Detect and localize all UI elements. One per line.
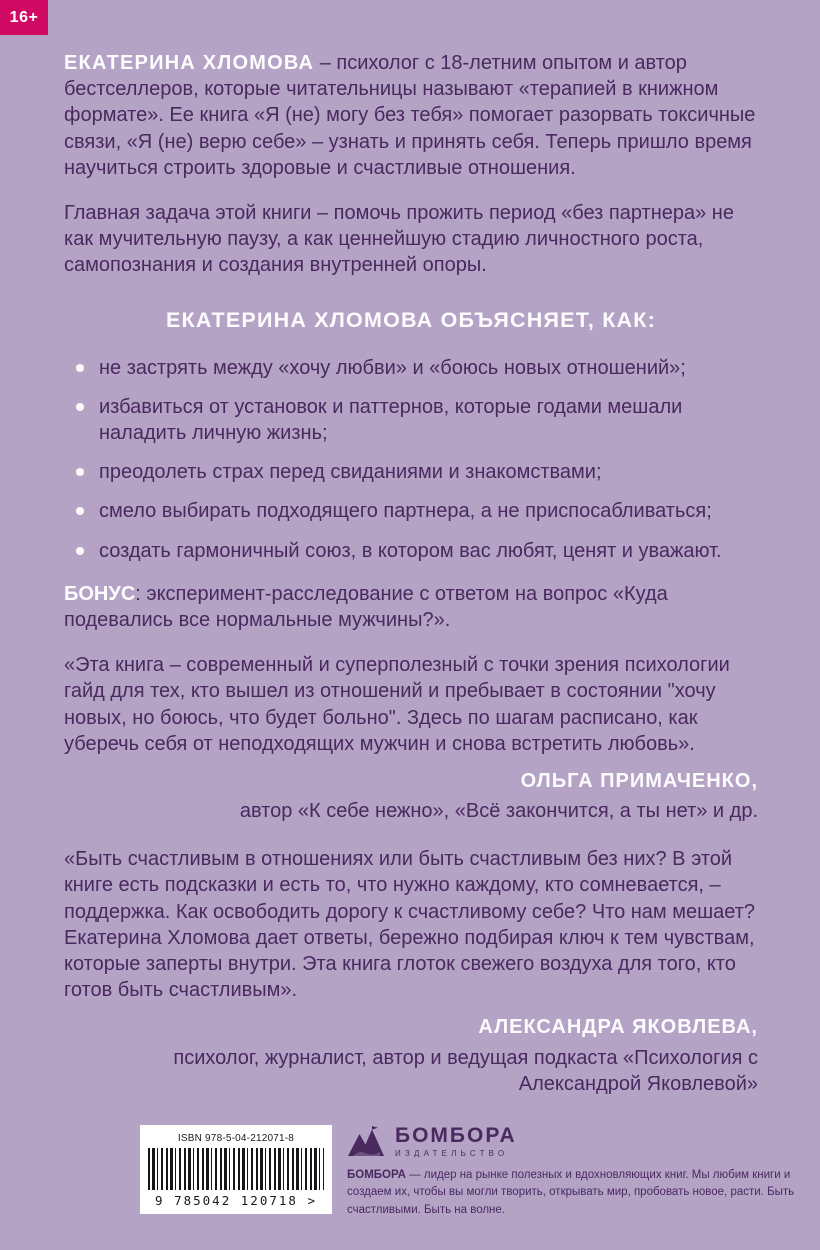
reviewer-role: автор «К себе нежно», «Всё закончится, а ты нет» и др. <box>239 800 758 823</box>
bullet-dot-icon <box>76 364 84 372</box>
bullet-item <box>76 394 758 446</box>
bullet-dot-icon <box>76 403 84 411</box>
barcode-block <box>140 1125 332 1214</box>
publisher-blurb-text: — лидер на рынке полезных и вдохновляющих книг. Мы любим книги и создаем их, чтобы вы могли творить, открывать мир, пробовать новое, расти. Быть счастливыми. Быть на волне. <box>347 1168 795 1217</box>
reviewer-name: ОЛЬГА ПРИМАЧЕНКО, <box>520 769 758 792</box>
age-rating-badge: 16+ <box>0 0 48 35</box>
bullet-item <box>76 538 758 564</box>
bonus-text: : эксперимент-расследование с ответом на вопрос «Куда подевались все нормальные мужчины?». <box>64 582 668 631</box>
bullet-dot-icon <box>76 468 84 476</box>
section-heading: ЕКАТЕРИНА ХЛОМОВА ОБЪЯСНЯЕТ, КАК: <box>166 307 656 332</box>
isbn-text: ISBN 978-5-04-212071-8 <box>177 1132 295 1144</box>
barcode-digits: 9 785042 120718 > <box>155 1192 317 1208</box>
publisher-subtitle: ИЗДАТЕЛЬСТВО <box>395 1148 509 1158</box>
bullet-item <box>76 459 758 485</box>
bullet-item <box>76 355 758 381</box>
bullet-text: смело выбирать подходящего партнера, а не приспосабливаться; <box>99 500 712 523</box>
reviewer-role: психолог, журналист, автор и ведущая подкаста «Психология с Александрой Яковлевой» <box>173 1046 758 1095</box>
review-primachenko <box>64 652 758 824</box>
reviewer-name: АЛЕКСАНДРА ЯКОВЛЕВА, <box>478 1016 758 1039</box>
bombora-wave-logo-icon <box>347 1126 385 1157</box>
publisher-blurb-lead: БОМБОРА <box>347 1168 406 1181</box>
review-yakovleva <box>64 846 758 1097</box>
publisher-block <box>347 1125 796 1220</box>
mission-paragraph: Главная задача этой книги – помочь прожить период «без партнера» не как мучительную паузу, а как ценнейшую стадию личностного роста, самопознания и создания внутренней опоры. <box>64 201 734 277</box>
bullet-text: избавиться от установок и паттернов, которые годами мешали наладить личную жизнь; <box>99 395 683 445</box>
publisher-logo <box>347 1125 796 1158</box>
bullet-dot-icon <box>76 547 84 555</box>
bonus-label: БОНУС <box>64 582 136 605</box>
intro-text: – психолог с 18-летним опытом и автор бестселлеров, которые читательницы называют «терапией в книжном формате». Ее книга «Я (не) могу без тебя» помогает разорвать токсичные связи, «Я (не) верю себе» – узнать и принять себя. Теперь пришло время научиться строить здоровые и счастливые отношения. <box>64 52 756 179</box>
publisher-name: БОМБОРА <box>395 1123 517 1147</box>
footer <box>0 1121 820 1250</box>
barcode-image <box>148 1148 324 1190</box>
bullet-text: создать гармоничный союз, в котором вас любят, ценят и уважают. <box>99 539 722 562</box>
bullet-text: преодолеть страх перед свиданиями и знакомствами; <box>99 461 602 484</box>
review-quote: «Эта книга – современный и суперполезный с точки зрения психологии гайд для тех, кто вышел из отношений и пребывает в состоянии "хочу новых, но боюсь, что будет больно". Здесь по шагам расписано, как уберечь себя от неподходящих мужчин и снова встретить любовь». <box>64 654 730 755</box>
bullet-item <box>76 498 758 524</box>
publisher-wordmark <box>395 1125 517 1158</box>
intro-paragraph <box>64 50 758 181</box>
author-name: ЕКАТЕРИНА ХЛОМОВА <box>64 52 315 74</box>
bonus-paragraph <box>64 581 758 633</box>
bullet-text: не застрять между «хочу любви» и «боюсь новых отношений»; <box>99 356 686 379</box>
publisher-blurb <box>347 1167 796 1220</box>
bullet-dot-icon <box>76 507 84 515</box>
bullet-list <box>64 355 758 564</box>
review-quote: «Быть счастливым в отношениях или быть счастливым без них? В этой книге есть подсказки и есть то, что нужно каждому, кто сомневается, – поддержка. Как освободить дорогу к счастливому себе? Что нам мешает? Екатерина Хломова дает ответы, бережно подбирая ключ к тем чувствам, которые заперты внутри. Эта книга глоток свежего воздуха для того, кто готов быть счастливым». <box>64 848 756 1002</box>
